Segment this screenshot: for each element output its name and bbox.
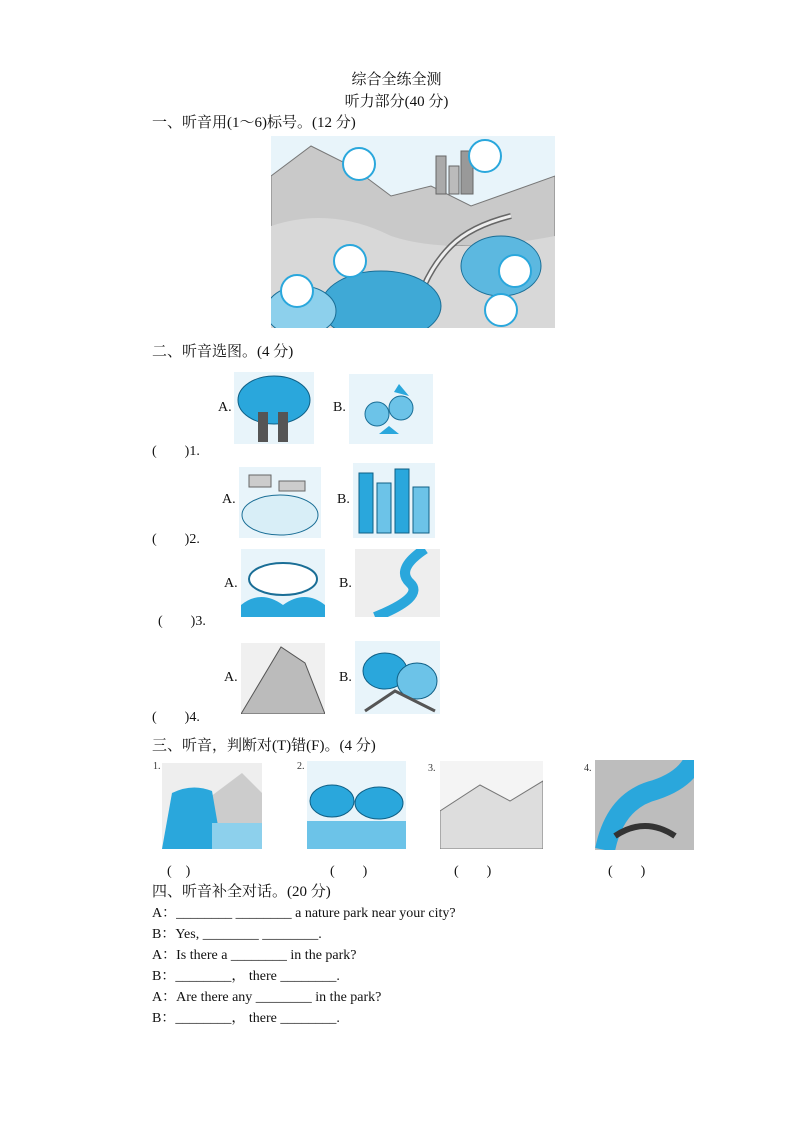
answer-blank[interactable]: ( ): [167, 864, 191, 879]
page-title: 综合全练全测: [351, 72, 442, 88]
picture-number: 1.: [153, 761, 161, 772]
section1-heading: 一、听音用(1～6)标号。(12 分): [152, 115, 356, 131]
option-b-label: B.: [339, 576, 352, 591]
option-a-label: A.: [224, 576, 238, 591]
answer-blank[interactable]: ( ): [608, 864, 646, 879]
question-number: ( )4.: [152, 710, 200, 725]
picture-number: 2.: [297, 761, 305, 772]
option-b-label: B.: [339, 670, 352, 685]
flower-picture: [349, 374, 433, 444]
section4-heading: 四、听音补全对话。(20 分): [152, 884, 331, 900]
picture-number: 3.: [428, 763, 436, 774]
section3-heading: 三、听音，判断对(T)错(F)。(4 分): [152, 738, 376, 754]
park-picture: [355, 641, 440, 714]
river-picture: [355, 549, 440, 617]
section2-heading: 二、听音选图。(4 分): [152, 344, 294, 360]
dialogue-line: A：Is there a ________ in the park?: [152, 948, 357, 963]
option-a-label: A.: [224, 670, 238, 685]
page-subtitle: 听力部分(40 分): [344, 94, 449, 110]
dialogue-line: A：Are there any ________ in the park?: [152, 990, 382, 1005]
forest-picture: [307, 761, 406, 849]
dialogue-line: B：________， there ________.: [152, 1011, 340, 1026]
tree-picture: [234, 372, 314, 444]
lake-picture: [241, 549, 325, 617]
bridge-picture: [595, 760, 694, 850]
landscape-map-picture: [271, 136, 555, 328]
dialogue-line: B：________， there ________.: [152, 969, 340, 984]
dialogue-line: B：Yes, ________ ________.: [152, 927, 322, 942]
answer-blank[interactable]: ( ): [454, 864, 492, 879]
answer-blank[interactable]: ( ): [330, 864, 368, 879]
question-number: ( )3.: [158, 614, 206, 629]
riverbank-picture: [162, 763, 262, 849]
mountain-picture: [241, 643, 325, 714]
option-b-label: B.: [337, 492, 350, 507]
city-picture: [353, 463, 435, 538]
dialogue-line: A：________ ________ a nature park near your city?: [152, 906, 456, 921]
hills-picture: [440, 761, 543, 849]
option-b-label: B.: [333, 400, 346, 415]
question-number: ( )2.: [152, 532, 200, 547]
question-number: ( )1.: [152, 444, 200, 459]
picture-number: 4.: [584, 763, 592, 774]
option-a-label: A.: [218, 400, 232, 415]
option-a-label: A.: [222, 492, 236, 507]
village-picture: [239, 467, 321, 538]
